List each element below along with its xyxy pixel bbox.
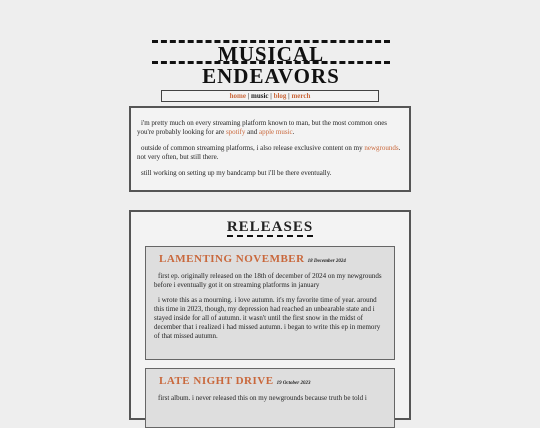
nav-separator: | [288, 92, 290, 100]
site-title: MUSICAL ENDEAVORS [152, 40, 390, 64]
intro-text: outside of common streaming platforms, i also release exclusive content on my [141, 144, 365, 152]
intro-text: i'm pretty much on every streaming platform known to man, but the most common ones you're probably looking for are [137, 119, 388, 136]
main-nav [161, 90, 379, 102]
release-header [154, 255, 386, 266]
intro-text: . not very often, but still there. [137, 144, 401, 161]
release-description: i wrote this as a mourning. i love autumn. it's my favorite time of year. around this time in 2023, though, my depression had reached an unbearable state and i stayed inside for all of autumn. it wasn't until the first snow in the midst of december that i realized i had missed autumn. i began to write this ep in memory of that missed autumn. [154, 296, 381, 340]
apple-music-link[interactable]: apple music [259, 128, 293, 136]
nav-link-blog[interactable]: blog [273, 92, 287, 100]
spotify-link[interactable]: spotify [225, 128, 246, 136]
release-title: LAMENTING NOVEMBER [159, 253, 305, 265]
intro-paragraph-platforms [137, 119, 403, 137]
intro-paragraph-bandcamp: still working on setting up my bandcamp but i'll be there eventually. [141, 169, 332, 177]
intro-panel [129, 106, 411, 192]
release-description: first album. i never released this on my newgrounds because truth be told i [158, 394, 367, 402]
release-header [154, 377, 386, 388]
nav-link-home[interactable]: home [229, 92, 246, 100]
release-date: 18 December 2024 [307, 259, 346, 264]
release-title: LATE NIGHT DRIVE [159, 375, 274, 387]
release-card [145, 368, 395, 428]
newgrounds-link[interactable]: newgrounds [364, 144, 399, 152]
intro-text: . [292, 128, 295, 136]
intro-paragraph-exclusive [137, 144, 403, 162]
releases-panel [129, 210, 411, 420]
releases-heading [131, 219, 409, 236]
nav-link-merch[interactable]: merch [291, 92, 311, 100]
release-date: 19 October 2023 [276, 381, 311, 386]
nav-link-music[interactable]: music [251, 92, 269, 100]
releases-heading-text: RELEASES [226, 219, 314, 235]
nav-separator: | [247, 92, 250, 100]
nav-separator: | [270, 92, 272, 100]
release-description: first ep. originally released on the 18th of december of 2024 on my newgrounds before i eventually got it on streaming platforms in january [154, 272, 382, 289]
intro-text: and [245, 128, 259, 136]
release-card [145, 246, 395, 360]
